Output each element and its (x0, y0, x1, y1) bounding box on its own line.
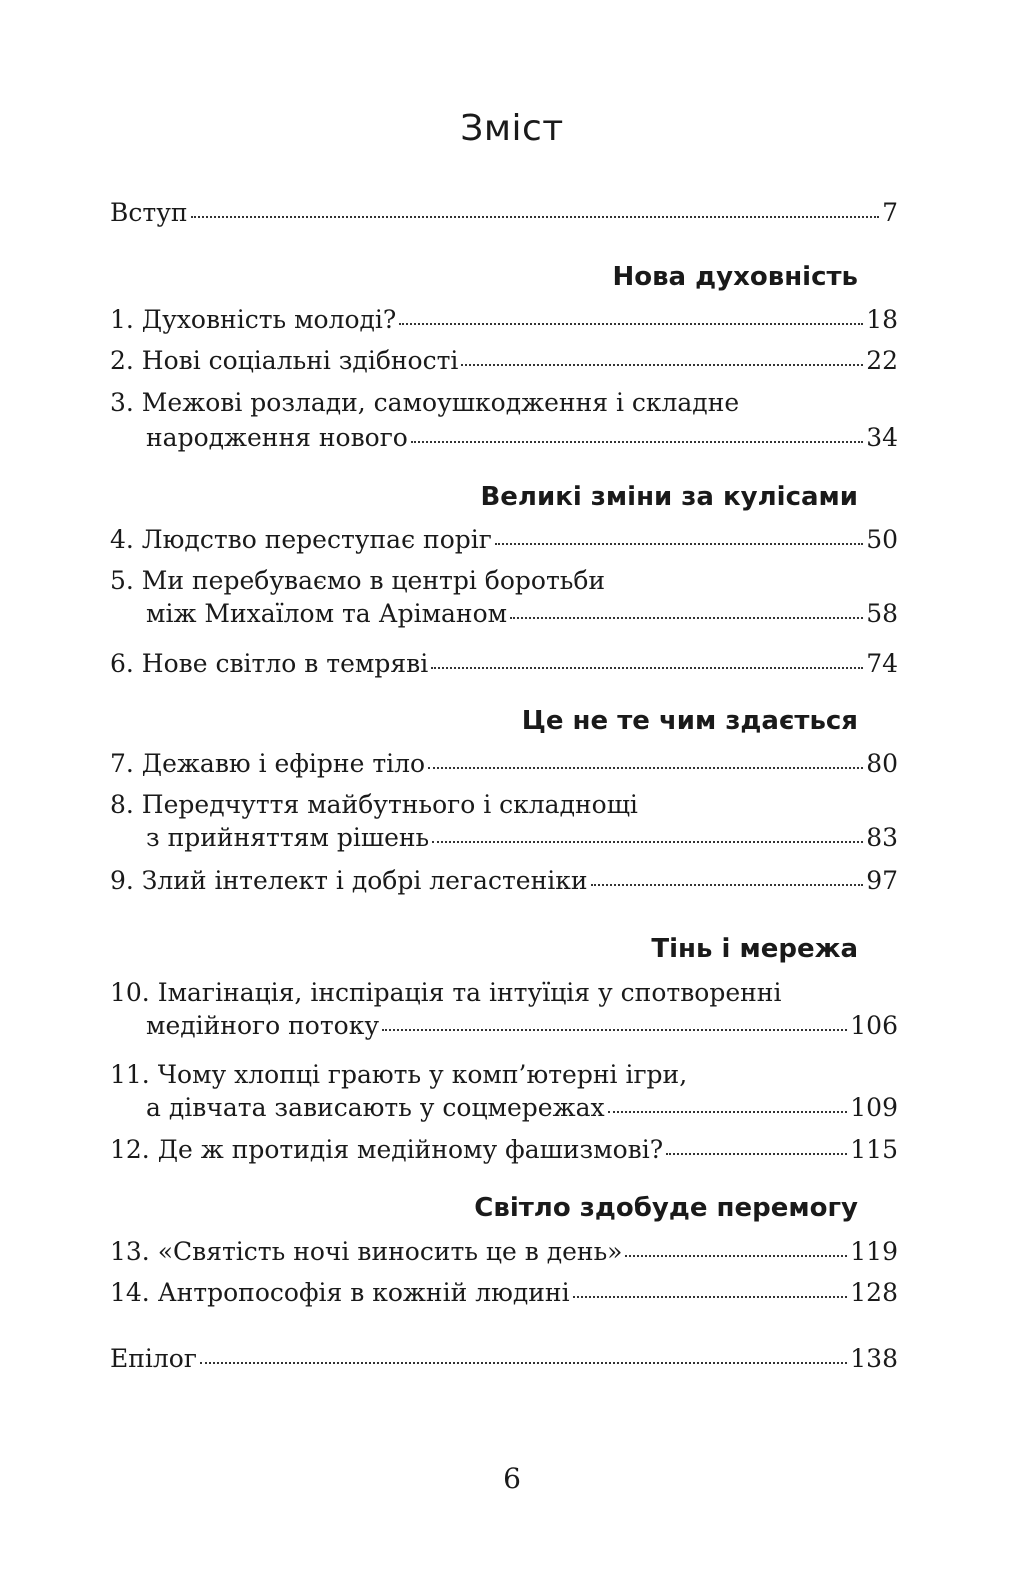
toc-entry-text: 13. «Святість ночі виносить це в день» (110, 1237, 623, 1266)
dot-leader (382, 1029, 847, 1031)
toc-page-number: 119 (850, 1237, 898, 1266)
toc-entry-text: 3. Межові розлади, самоушкодження і складне (110, 388, 740, 417)
toc-entry (110, 523, 898, 557)
toc-page-number: 22 (866, 346, 898, 375)
toc-entry-text: народження нового (146, 423, 408, 452)
toc-entry (110, 1276, 898, 1310)
section-heading: Світло здобуде перемогу (474, 1193, 858, 1223)
toc-entry (110, 976, 898, 1010)
toc-page-number: 97 (866, 866, 898, 895)
toc-entry (110, 1058, 898, 1092)
toc-page-number: 128 (850, 1278, 898, 1307)
toc-entry-text: 10. Імагінація, інспірація та інтуїція у спотворенні (110, 978, 782, 1007)
dot-leader (428, 767, 863, 769)
toc-page-number: 80 (866, 749, 898, 778)
toc-entry-text: 2. Нові соціальні здібності (110, 346, 459, 375)
dot-leader (461, 364, 863, 366)
dot-leader (399, 323, 863, 325)
toc-page-number: 138 (850, 1344, 898, 1373)
toc-entry-text: 11. Чому хлопці грають у комп’ютерні ігри, (110, 1060, 688, 1089)
dot-leader (625, 1255, 847, 1257)
dot-leader (608, 1111, 848, 1113)
section-heading: Великі зміни за кулісами (480, 482, 858, 512)
toc-entry-text: 8. Передчуття майбутнього і складнощі (110, 790, 638, 819)
section-heading: Тінь і мережа (651, 934, 858, 964)
dot-leader (431, 667, 863, 669)
toc-page-number: 18 (866, 305, 898, 334)
section-heading: Нова духовність (612, 262, 858, 292)
toc-entry-text: медійного потоку (146, 1011, 380, 1040)
toc-page-number: 58 (866, 599, 898, 628)
toc-entry (110, 647, 898, 681)
toc-entry (110, 1235, 898, 1269)
toc-entry-text: 12. Де ж протидія медійному фашизмові? (110, 1135, 664, 1164)
toc-entry-text: 14. Антропософія в кожній людині (110, 1278, 570, 1307)
toc-page-number: 74 (866, 649, 898, 678)
toc-entry (110, 788, 898, 822)
toc-entry-intro (110, 196, 898, 230)
section-heading: Це не те чим здається (521, 706, 858, 736)
toc-page-number: 50 (866, 525, 898, 554)
toc-entry (110, 1133, 898, 1167)
toc-entry (110, 747, 898, 781)
toc-entry-continuation (146, 821, 898, 855)
toc-entry (110, 864, 898, 898)
toc-entry-text: 6. Нове світло в темряві (110, 649, 429, 678)
toc-entry-text: а дівчата зависають у соцмережах (146, 1093, 605, 1122)
toc-entry (110, 386, 898, 420)
toc-entry (110, 344, 898, 378)
dot-leader (591, 884, 864, 886)
toc-entry-continuation (146, 1009, 898, 1043)
toc-entry-text: 7. Дежавю і ефірне тіло (110, 749, 426, 778)
toc-entry-continuation (146, 1091, 898, 1125)
toc-entry-text: 9. Злий інтелект і добрі легастеніки (110, 866, 588, 895)
toc-entry-text: Епілог (110, 1344, 197, 1373)
toc-entry-continuation (146, 597, 898, 631)
toc-entry-text: 5. Ми перебуваємо в центрі боротьби (110, 566, 606, 595)
page-number: 6 (503, 1462, 521, 1495)
dot-leader (191, 216, 880, 218)
dot-leader (666, 1153, 847, 1155)
toc-entry (110, 564, 898, 598)
toc-entry-continuation (146, 421, 898, 455)
toc-page-number: 109 (850, 1093, 898, 1122)
toc-page-number: 83 (866, 823, 898, 852)
dot-leader (411, 441, 863, 443)
toc-page-number: 7 (882, 198, 898, 227)
toc-entry-text: Вступ (110, 198, 188, 227)
toc-entry-text: з прийняттям рішень (146, 823, 430, 852)
dot-leader (200, 1362, 847, 1364)
toc-page-number: 115 (850, 1135, 898, 1164)
toc-entry-text: між Михаїлом та Аріманом (146, 599, 508, 628)
toc-entry-text: 4. Людство переступає поріг (110, 525, 492, 554)
dot-leader (495, 543, 863, 545)
toc-entry (110, 303, 898, 337)
dot-leader (432, 841, 863, 843)
page-title: Зміст (460, 108, 564, 149)
toc-page-number: 34 (866, 423, 898, 452)
toc-page-number: 106 (850, 1011, 898, 1040)
dot-leader (573, 1296, 848, 1298)
toc-entry-epilogue (110, 1342, 898, 1376)
dot-leader (510, 617, 863, 619)
toc-entry-text: 1. Духовність молоді? (110, 305, 397, 334)
